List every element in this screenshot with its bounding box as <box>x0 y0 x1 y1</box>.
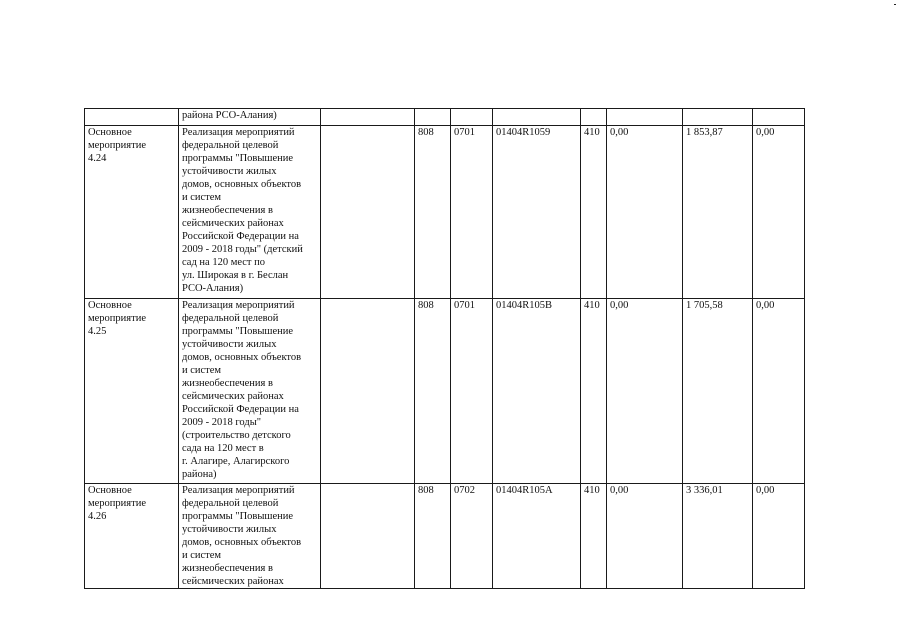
measure-name-cell: района РСО-Алания) <box>179 109 321 126</box>
value-3-cell: 0,00 <box>753 484 805 589</box>
value-2-cell <box>683 109 753 126</box>
vr-cell: 410 <box>581 126 607 299</box>
csr-cell: 01404R105A <box>493 484 581 589</box>
rzpr-cell <box>451 109 493 126</box>
measure-code-cell: Основное мероприятие 4.25 <box>85 299 179 484</box>
executor-cell <box>321 126 415 299</box>
measure-code-cell: Основное мероприятие 4.26 <box>85 484 179 589</box>
executor-cell <box>321 109 415 126</box>
csr-cell: 01404R105B <box>493 299 581 484</box>
vr-cell: 410 <box>581 484 607 589</box>
rzpr-cell: 0701 <box>451 126 493 299</box>
value-2-cell: 3 336,01 <box>683 484 753 589</box>
grbs-cell: 808 <box>415 484 451 589</box>
value-1-cell: 0,00 <box>607 484 683 589</box>
measure-name-cell: Реализация мероприятий федеральной целевой программы "Повышение устойчивости жилых домов, основных объектов и систем жизнеобеспечения в сейсмических районах Российской Федерации на 2009 - 2018 годы" (детский сад на 120 мест по ул. Широкая в г. Беслан РСО-Алания) <box>179 126 321 299</box>
value-2-cell: 1 853,87 <box>683 126 753 299</box>
scan-speck <box>894 4 896 5</box>
value-1-cell: 0,00 <box>607 126 683 299</box>
rzpr-cell: 0701 <box>451 299 493 484</box>
executor-cell <box>321 484 415 589</box>
csr-cell: 01404R1059 <box>493 126 581 299</box>
value-1-cell <box>607 109 683 126</box>
measure-code-cell <box>85 109 179 126</box>
table-row <box>85 109 805 126</box>
rzpr-cell: 0702 <box>451 484 493 589</box>
grbs-cell: 808 <box>415 299 451 484</box>
value-1-cell: 0,00 <box>607 299 683 484</box>
grbs-cell: 808 <box>415 126 451 299</box>
measure-name-cell: Реализация мероприятий федеральной целевой программы "Повышение устойчивости жилых домов, основных объектов и систем жизнеобеспечения в сейсмических районах Российской Федерации на 2009 - 2018 годы" (строительство детского сада на 120 мест в г. Алагире, Алагирского района) <box>179 299 321 484</box>
vr-cell <box>581 109 607 126</box>
value-2-cell: 1 705,58 <box>683 299 753 484</box>
table-row <box>85 484 805 589</box>
value-3-cell: 0,00 <box>753 126 805 299</box>
budget-table <box>84 108 805 589</box>
value-3-cell: 0,00 <box>753 299 805 484</box>
table-row <box>85 299 805 484</box>
csr-cell <box>493 109 581 126</box>
vr-cell: 410 <box>581 299 607 484</box>
table-row <box>85 126 805 299</box>
measure-code-cell: Основное мероприятие 4.24 <box>85 126 179 299</box>
grbs-cell <box>415 109 451 126</box>
measure-name-cell: Реализация мероприятий федеральной целевой программы "Повышение устойчивости жилых домов, основных объектов и систем жизнеобеспечения в сейсмических районах <box>179 484 321 589</box>
executor-cell <box>321 299 415 484</box>
value-3-cell <box>753 109 805 126</box>
